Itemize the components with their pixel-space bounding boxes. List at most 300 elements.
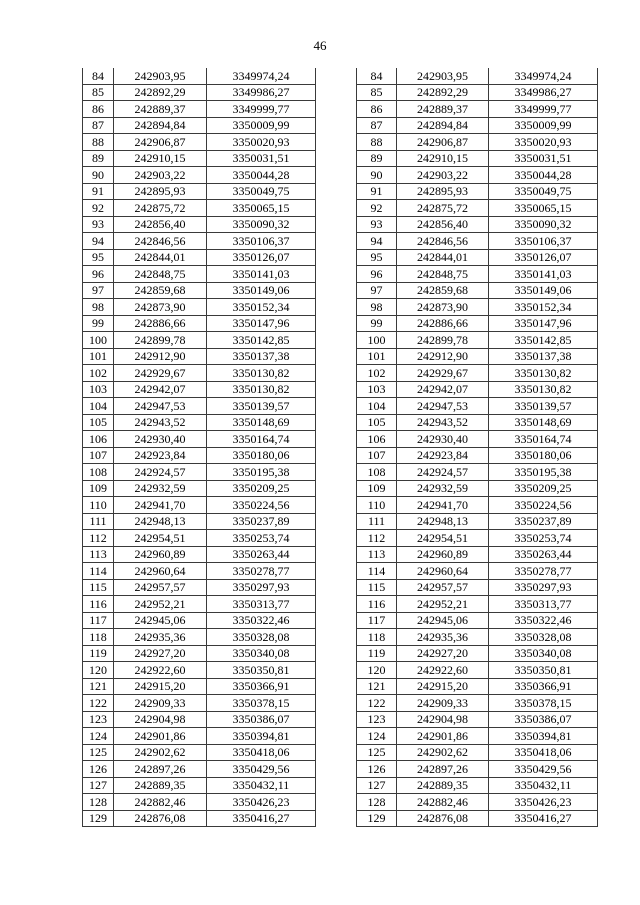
point-number-cell: 99 [83, 315, 114, 332]
table-row [357, 563, 598, 580]
point-number-cell: 115 [83, 579, 114, 596]
table-row [357, 480, 598, 497]
x-coordinate-cell: 242942,07 [397, 381, 489, 398]
x-coordinate-cell: 242957,57 [114, 579, 207, 596]
point-number-cell: 126 [83, 761, 114, 778]
y-coordinate-cell: 3350237,89 [489, 513, 598, 530]
point-number-cell: 118 [357, 629, 397, 646]
x-coordinate-cell: 242889,35 [114, 777, 207, 794]
x-coordinate-cell: 242894,84 [397, 117, 489, 134]
point-number-cell: 96 [357, 266, 397, 283]
y-coordinate-cell: 3350426,23 [207, 794, 316, 811]
x-coordinate-cell: 242924,57 [114, 464, 207, 481]
table-row [357, 447, 598, 464]
table-row [83, 348, 316, 365]
y-coordinate-cell: 3350418,06 [489, 744, 598, 761]
x-coordinate-cell: 242948,13 [114, 513, 207, 530]
point-number-cell: 94 [357, 233, 397, 250]
point-number-cell: 127 [83, 777, 114, 794]
y-coordinate-cell: 3350322,46 [207, 612, 316, 629]
table-row [357, 513, 598, 530]
x-coordinate-cell: 242895,93 [397, 183, 489, 200]
point-number-cell: 89 [83, 150, 114, 167]
table-row [83, 629, 316, 646]
point-number-cell: 112 [83, 530, 114, 547]
point-number-cell: 120 [357, 662, 397, 679]
y-coordinate-cell: 3350044,28 [207, 167, 316, 184]
coordinates-table-right [356, 68, 598, 827]
y-coordinate-cell: 3350137,38 [207, 348, 316, 365]
table-row [357, 84, 598, 101]
table-row [357, 365, 598, 382]
x-coordinate-cell: 242929,67 [114, 365, 207, 382]
x-coordinate-cell: 242912,90 [397, 348, 489, 365]
point-number-cell: 104 [83, 398, 114, 415]
table-row [83, 233, 316, 250]
point-number-cell: 122 [357, 695, 397, 712]
x-coordinate-cell: 242930,40 [114, 431, 207, 448]
point-number-cell: 85 [83, 84, 114, 101]
y-coordinate-cell: 3350237,89 [207, 513, 316, 530]
y-coordinate-cell: 3350278,77 [489, 563, 598, 580]
table-row [357, 134, 598, 151]
point-number-cell: 84 [83, 68, 114, 84]
point-number-cell: 123 [357, 711, 397, 728]
point-number-cell: 127 [357, 777, 397, 794]
point-number-cell: 123 [83, 711, 114, 728]
x-coordinate-cell: 242943,52 [114, 414, 207, 431]
y-coordinate-cell: 3350142,85 [207, 332, 316, 349]
point-number-cell: 91 [83, 183, 114, 200]
point-number-cell: 87 [83, 117, 114, 134]
y-coordinate-cell: 3350130,82 [207, 381, 316, 398]
x-coordinate-cell: 242903,22 [114, 167, 207, 184]
x-coordinate-cell: 242948,13 [397, 513, 489, 530]
table-row [83, 365, 316, 382]
x-coordinate-cell: 242899,78 [397, 332, 489, 349]
x-coordinate-cell: 242894,84 [114, 117, 207, 134]
table-row [357, 645, 598, 662]
point-number-cell: 119 [357, 645, 397, 662]
table-row [83, 183, 316, 200]
y-coordinate-cell: 3349974,24 [207, 68, 316, 84]
coordinates-table-left [82, 68, 316, 827]
table-row [83, 266, 316, 283]
y-coordinate-cell: 3350090,32 [207, 216, 316, 233]
point-number-cell: 86 [83, 101, 114, 118]
x-coordinate-cell: 242941,70 [114, 497, 207, 514]
table-row [83, 579, 316, 596]
y-coordinate-cell: 3349999,77 [207, 101, 316, 118]
y-coordinate-cell: 3350020,93 [207, 134, 316, 151]
table-row [357, 381, 598, 398]
x-coordinate-cell: 242873,90 [397, 299, 489, 316]
point-number-cell: 102 [83, 365, 114, 382]
point-number-cell: 88 [357, 134, 397, 151]
table-row [357, 315, 598, 332]
x-coordinate-cell: 242923,84 [114, 447, 207, 464]
x-coordinate-cell: 242912,90 [114, 348, 207, 365]
point-number-cell: 103 [83, 381, 114, 398]
table-row [83, 530, 316, 547]
y-coordinate-cell: 3350416,27 [207, 810, 316, 827]
point-number-cell: 112 [357, 530, 397, 547]
y-coordinate-cell: 3350429,56 [207, 761, 316, 778]
x-coordinate-cell: 242943,52 [397, 414, 489, 431]
x-coordinate-cell: 242915,20 [114, 678, 207, 695]
x-coordinate-cell: 242886,66 [114, 315, 207, 332]
y-coordinate-cell: 3350130,82 [207, 365, 316, 382]
x-coordinate-cell: 242909,33 [114, 695, 207, 712]
y-coordinate-cell: 3350394,81 [489, 728, 598, 745]
y-coordinate-cell: 3350209,25 [489, 480, 598, 497]
table-row [83, 134, 316, 151]
point-number-cell: 97 [357, 282, 397, 299]
y-coordinate-cell: 3350418,06 [207, 744, 316, 761]
x-coordinate-cell: 242930,40 [397, 431, 489, 448]
y-coordinate-cell: 3350139,57 [489, 398, 598, 415]
table-row [357, 117, 598, 134]
x-coordinate-cell: 242889,37 [397, 101, 489, 118]
x-coordinate-cell: 242859,68 [397, 282, 489, 299]
point-number-cell: 110 [357, 497, 397, 514]
point-number-cell: 114 [357, 563, 397, 580]
point-number-cell: 102 [357, 365, 397, 382]
x-coordinate-cell: 242903,95 [397, 68, 489, 84]
point-number-cell: 93 [357, 216, 397, 233]
y-coordinate-cell: 3350263,44 [207, 546, 316, 563]
point-number-cell: 95 [83, 249, 114, 266]
point-number-cell: 106 [83, 431, 114, 448]
y-coordinate-cell: 3350224,56 [207, 497, 316, 514]
x-coordinate-cell: 242952,21 [397, 596, 489, 613]
table-row [83, 167, 316, 184]
y-coordinate-cell: 3350180,06 [489, 447, 598, 464]
x-coordinate-cell: 242876,08 [397, 810, 489, 827]
y-coordinate-cell: 3350386,07 [207, 711, 316, 728]
table-row [83, 810, 316, 827]
x-coordinate-cell: 242886,66 [397, 315, 489, 332]
table-row [357, 200, 598, 217]
table-row [357, 233, 598, 250]
x-coordinate-cell: 242875,72 [397, 200, 489, 217]
point-number-cell: 88 [83, 134, 114, 151]
point-number-cell: 101 [357, 348, 397, 365]
y-coordinate-cell: 3350224,56 [489, 497, 598, 514]
point-number-cell: 95 [357, 249, 397, 266]
y-coordinate-cell: 3350149,06 [207, 282, 316, 299]
point-number-cell: 105 [357, 414, 397, 431]
point-number-cell: 98 [357, 299, 397, 316]
point-number-cell: 109 [357, 480, 397, 497]
x-coordinate-cell: 242957,57 [397, 579, 489, 596]
table-row [83, 662, 316, 679]
x-coordinate-cell: 242945,06 [114, 612, 207, 629]
x-coordinate-cell: 242941,70 [397, 497, 489, 514]
point-number-cell: 118 [83, 629, 114, 646]
point-number-cell: 87 [357, 117, 397, 134]
x-coordinate-cell: 242873,90 [114, 299, 207, 316]
y-coordinate-cell: 3350297,93 [489, 579, 598, 596]
x-coordinate-cell: 242856,40 [114, 216, 207, 233]
table-row [357, 546, 598, 563]
x-coordinate-cell: 242903,95 [114, 68, 207, 84]
x-coordinate-cell: 242844,01 [397, 249, 489, 266]
point-number-cell: 100 [83, 332, 114, 349]
table-row [357, 101, 598, 118]
table-row [83, 216, 316, 233]
y-coordinate-cell: 3350126,07 [489, 249, 598, 266]
point-number-cell: 100 [357, 332, 397, 349]
table-row [357, 348, 598, 365]
point-number-cell: 96 [83, 266, 114, 283]
y-coordinate-cell: 3350065,15 [207, 200, 316, 217]
table-row [83, 249, 316, 266]
table-row [83, 381, 316, 398]
y-coordinate-cell: 3350366,91 [489, 678, 598, 695]
y-coordinate-cell: 3350313,77 [207, 596, 316, 613]
table-row [357, 464, 598, 481]
y-coordinate-cell: 3349999,77 [489, 101, 598, 118]
y-coordinate-cell: 3350350,81 [207, 662, 316, 679]
y-coordinate-cell: 3350020,93 [489, 134, 598, 151]
x-coordinate-cell: 242895,93 [114, 183, 207, 200]
point-number-cell: 108 [83, 464, 114, 481]
point-number-cell: 125 [357, 744, 397, 761]
table-row [83, 299, 316, 316]
point-number-cell: 84 [357, 68, 397, 84]
table-row [357, 497, 598, 514]
x-coordinate-cell: 242947,53 [114, 398, 207, 415]
point-number-cell: 105 [83, 414, 114, 431]
x-coordinate-cell: 242897,26 [397, 761, 489, 778]
table-row [357, 744, 598, 761]
y-coordinate-cell: 3350378,15 [207, 695, 316, 712]
y-coordinate-cell: 3350065,15 [489, 200, 598, 217]
y-coordinate-cell: 3350031,51 [489, 150, 598, 167]
table-row [83, 794, 316, 811]
x-coordinate-cell: 242844,01 [114, 249, 207, 266]
point-number-cell: 120 [83, 662, 114, 679]
table-row [83, 563, 316, 580]
y-coordinate-cell: 3350328,08 [489, 629, 598, 646]
table-row [83, 546, 316, 563]
point-number-cell: 128 [83, 794, 114, 811]
x-coordinate-cell: 242906,87 [397, 134, 489, 151]
table-row [357, 777, 598, 794]
y-coordinate-cell: 3350009,99 [489, 117, 598, 134]
y-coordinate-cell: 3350009,99 [207, 117, 316, 134]
table-row [357, 68, 598, 84]
table-row [83, 282, 316, 299]
y-coordinate-cell: 3350137,38 [489, 348, 598, 365]
table-row [83, 678, 316, 695]
x-coordinate-cell: 242892,29 [114, 84, 207, 101]
x-coordinate-cell: 242942,07 [114, 381, 207, 398]
x-coordinate-cell: 242927,20 [114, 645, 207, 662]
x-coordinate-cell: 242954,51 [114, 530, 207, 547]
y-coordinate-cell: 3350386,07 [489, 711, 598, 728]
x-coordinate-cell: 242935,36 [397, 629, 489, 646]
table-row [357, 431, 598, 448]
table-row [357, 794, 598, 811]
y-coordinate-cell: 3350432,11 [207, 777, 316, 794]
table-row [83, 315, 316, 332]
table-row [83, 414, 316, 431]
y-coordinate-cell: 3349986,27 [207, 84, 316, 101]
point-number-cell: 91 [357, 183, 397, 200]
table-row [83, 117, 316, 134]
table-row [357, 332, 598, 349]
x-coordinate-cell: 242960,64 [397, 563, 489, 580]
x-coordinate-cell: 242924,57 [397, 464, 489, 481]
table-row [357, 810, 598, 827]
point-number-cell: 94 [83, 233, 114, 250]
point-number-cell: 124 [83, 728, 114, 745]
y-coordinate-cell: 3350147,96 [489, 315, 598, 332]
x-coordinate-cell: 242932,59 [114, 480, 207, 497]
point-number-cell: 93 [83, 216, 114, 233]
x-coordinate-cell: 242915,20 [397, 678, 489, 695]
point-number-cell: 92 [83, 200, 114, 217]
y-coordinate-cell: 3350106,37 [489, 233, 598, 250]
point-number-cell: 89 [357, 150, 397, 167]
table-row [357, 728, 598, 745]
point-number-cell: 129 [83, 810, 114, 827]
point-number-cell: 126 [357, 761, 397, 778]
table-row [357, 167, 598, 184]
table-row [83, 84, 316, 101]
y-coordinate-cell: 3350340,08 [489, 645, 598, 662]
y-coordinate-cell: 3350322,46 [489, 612, 598, 629]
y-coordinate-cell: 3350049,75 [207, 183, 316, 200]
y-coordinate-cell: 3350049,75 [489, 183, 598, 200]
y-coordinate-cell: 3350148,69 [207, 414, 316, 431]
x-coordinate-cell: 242954,51 [397, 530, 489, 547]
x-coordinate-cell: 242904,98 [397, 711, 489, 728]
table-row [357, 662, 598, 679]
table-row [357, 711, 598, 728]
point-number-cell: 90 [357, 167, 397, 184]
x-coordinate-cell: 242952,21 [114, 596, 207, 613]
x-coordinate-cell: 242901,86 [397, 728, 489, 745]
y-coordinate-cell: 3350126,07 [207, 249, 316, 266]
table-row [83, 497, 316, 514]
table-row [83, 711, 316, 728]
y-coordinate-cell: 3350253,74 [489, 530, 598, 547]
point-number-cell: 107 [83, 447, 114, 464]
table-row [357, 216, 598, 233]
point-number-cell: 113 [357, 546, 397, 563]
point-number-cell: 98 [83, 299, 114, 316]
x-coordinate-cell: 242848,75 [114, 266, 207, 283]
x-coordinate-cell: 242889,37 [114, 101, 207, 118]
x-coordinate-cell: 242892,29 [397, 84, 489, 101]
y-coordinate-cell: 3350147,96 [207, 315, 316, 332]
table-row [357, 398, 598, 415]
point-number-cell: 124 [357, 728, 397, 745]
table-row [83, 398, 316, 415]
table-row [357, 530, 598, 547]
x-coordinate-cell: 242927,20 [397, 645, 489, 662]
point-number-cell: 97 [83, 282, 114, 299]
point-number-cell: 85 [357, 84, 397, 101]
x-coordinate-cell: 242910,15 [397, 150, 489, 167]
y-coordinate-cell: 3350313,77 [489, 596, 598, 613]
point-number-cell: 122 [83, 695, 114, 712]
x-coordinate-cell: 242935,36 [114, 629, 207, 646]
table-row [83, 68, 316, 84]
table-row [357, 266, 598, 283]
point-number-cell: 116 [357, 596, 397, 613]
table-row [83, 150, 316, 167]
y-coordinate-cell: 3350141,03 [207, 266, 316, 283]
table-row [357, 761, 598, 778]
y-coordinate-cell: 3350328,08 [207, 629, 316, 646]
y-coordinate-cell: 3350090,32 [489, 216, 598, 233]
x-coordinate-cell: 242903,22 [397, 167, 489, 184]
y-coordinate-cell: 3350152,34 [489, 299, 598, 316]
table-row [83, 695, 316, 712]
y-coordinate-cell: 3350394,81 [207, 728, 316, 745]
y-coordinate-cell: 3350378,15 [489, 695, 598, 712]
point-number-cell: 114 [83, 563, 114, 580]
point-number-cell: 128 [357, 794, 397, 811]
point-number-cell: 101 [83, 348, 114, 365]
table-row [357, 612, 598, 629]
table-row [83, 513, 316, 530]
point-number-cell: 121 [357, 678, 397, 695]
x-coordinate-cell: 242904,98 [114, 711, 207, 728]
point-number-cell: 92 [357, 200, 397, 217]
y-coordinate-cell: 3350106,37 [207, 233, 316, 250]
y-coordinate-cell: 3350139,57 [207, 398, 316, 415]
table-row [83, 744, 316, 761]
y-coordinate-cell: 3350142,85 [489, 332, 598, 349]
y-coordinate-cell: 3350209,25 [207, 480, 316, 497]
y-coordinate-cell: 3350432,11 [489, 777, 598, 794]
table-row [357, 629, 598, 646]
x-coordinate-cell: 242929,67 [397, 365, 489, 382]
table-row [357, 150, 598, 167]
point-number-cell: 117 [83, 612, 114, 629]
point-number-cell: 129 [357, 810, 397, 827]
y-coordinate-cell: 3350130,82 [489, 365, 598, 382]
point-number-cell: 121 [83, 678, 114, 695]
table-row [357, 282, 598, 299]
y-coordinate-cell: 3350164,74 [489, 431, 598, 448]
y-coordinate-cell: 3350195,38 [207, 464, 316, 481]
y-coordinate-cell: 3350426,23 [489, 794, 598, 811]
table-row [357, 414, 598, 431]
point-number-cell: 103 [357, 381, 397, 398]
table-row [83, 200, 316, 217]
x-coordinate-cell: 242889,35 [397, 777, 489, 794]
point-number-cell: 108 [357, 464, 397, 481]
x-coordinate-cell: 242906,87 [114, 134, 207, 151]
table-row [357, 596, 598, 613]
point-number-cell: 86 [357, 101, 397, 118]
point-number-cell: 125 [83, 744, 114, 761]
point-number-cell: 111 [83, 513, 114, 530]
y-coordinate-cell: 3350031,51 [207, 150, 316, 167]
table-row [357, 183, 598, 200]
y-coordinate-cell: 3350263,44 [489, 546, 598, 563]
x-coordinate-cell: 242922,60 [114, 662, 207, 679]
x-coordinate-cell: 242846,56 [114, 233, 207, 250]
x-coordinate-cell: 242848,75 [397, 266, 489, 283]
point-number-cell: 119 [83, 645, 114, 662]
